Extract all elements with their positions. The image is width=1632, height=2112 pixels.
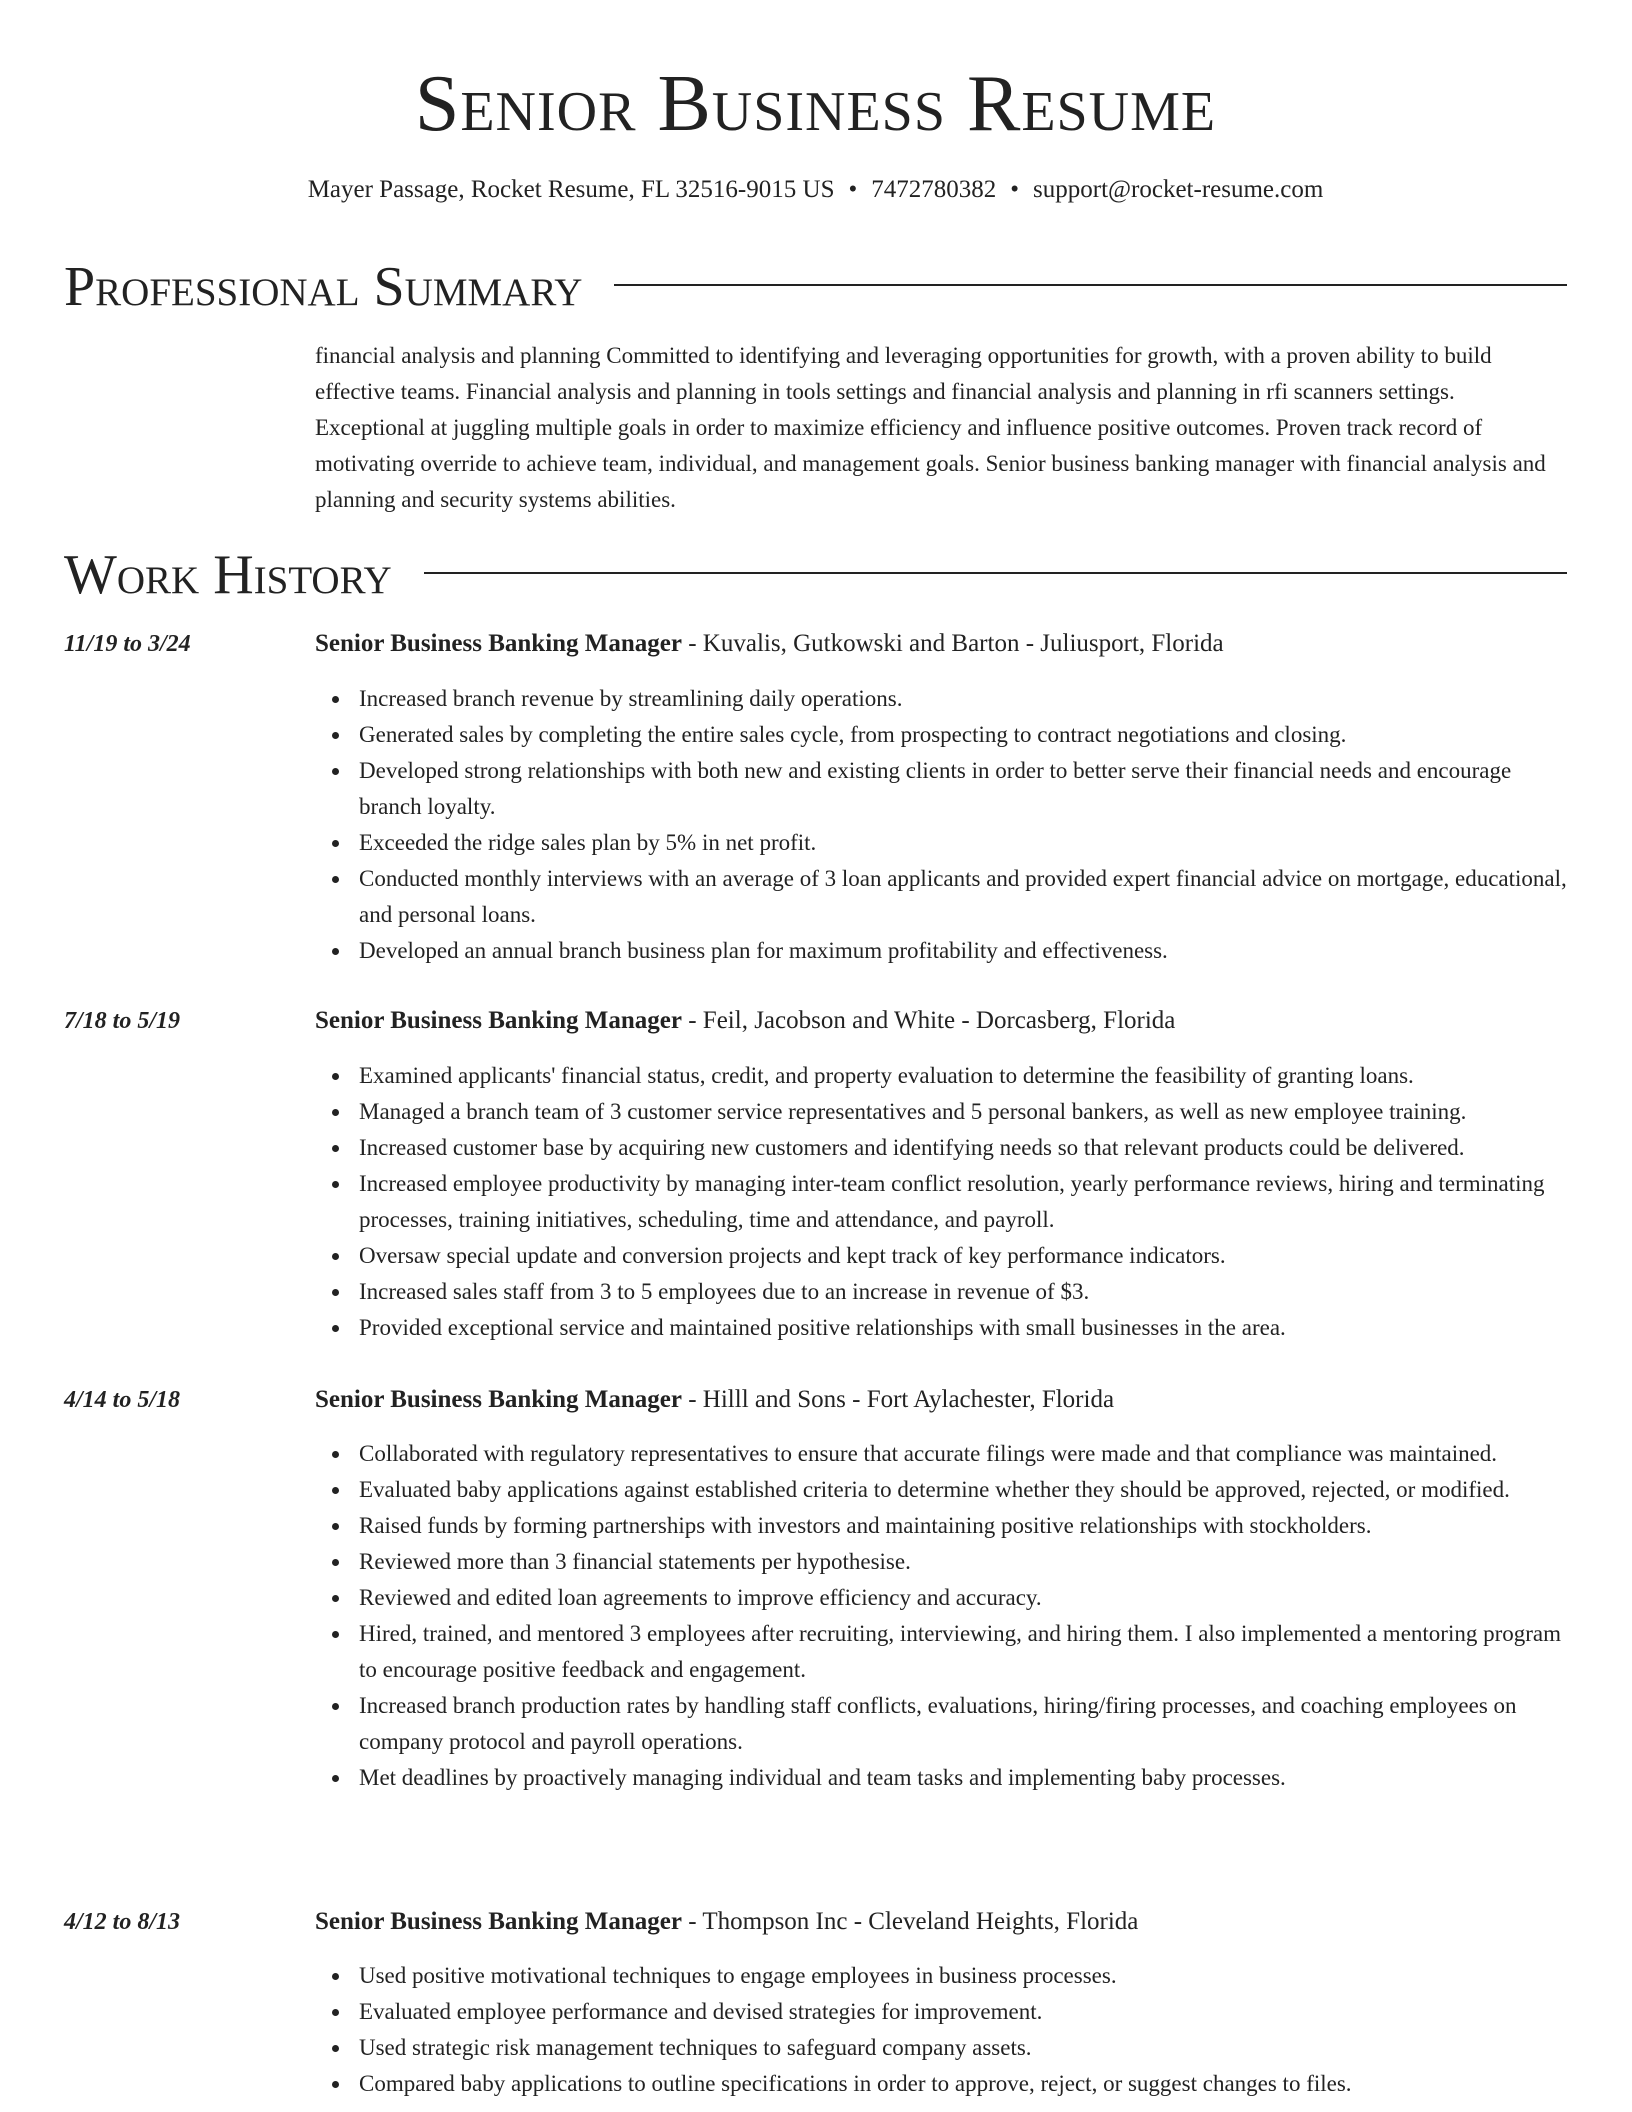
job-heading	[315, 1904, 1138, 1940]
job-bullet: Oversaw special update and conversion projects and kept track of key performance indicators.	[359, 1238, 1567, 1274]
job-bullet: Increased customer base by acquiring new customers and identifying needs so that relevant products could be delivered.	[359, 1130, 1567, 1166]
summary-text: financial analysis and planning Committed to identifying and leveraging opportunities for growth, with a proven ability to build effective teams. Financial analysis and planning in tools settings and financial analysis and planning in rfi scanners settings. Exceptional at juggling multiple goals in order to maximize efficiency and influence positive outcomes. Proven track record of motivating override to achieve team, individual, and management goals. Senior business banking manager with financial analysis and planning and security systems abilities.	[315, 343, 1546, 512]
resume-name: Senior Business Resume	[414, 60, 1217, 148]
job-bullet: Examined applicants' financial status, credit, and property evaluation to determine the feasibility of granting loans.	[359, 1058, 1567, 1094]
job-bullet: Increased employee productivity by managing inter-team conflict resolution, yearly performance reviews, hiring and terminating processes, training initiatives, scheduling, time and attendance, and payroll.	[359, 1166, 1567, 1238]
job-bullet: Increased sales staff from 3 to 5 employees due to an increase in revenue of $3.	[359, 1274, 1567, 1310]
job-heading	[315, 1003, 1175, 1039]
job-bullet: Met deadlines by proactively managing individual and team tasks and implementing baby processes.	[359, 1760, 1567, 1796]
job-bullets	[315, 1958, 1567, 2102]
job-dates: 11/19 to 3/24	[64, 631, 191, 657]
contact-line	[64, 174, 1567, 206]
job-bullet: Reviewed and edited loan agreements to improve efficiency and accuracy.	[359, 1580, 1567, 1616]
job-bullet: Hired, trained, and mentored 3 employees after recruiting, interviewing, and hiring them. I also implemented a mentoring program to encourage positive feedback and engagement.	[359, 1616, 1567, 1688]
job-dates: 7/18 to 5/19	[64, 1008, 181, 1034]
job-bullet: Used positive motivational techniques to engage employees in business processes.	[359, 1958, 1567, 1994]
job-bullet: Developed strong relationships with both new and existing clients in order to better serve their financial needs and encourage branch loyalty.	[359, 753, 1567, 825]
summary-heading	[64, 257, 1567, 317]
job-employer: - Hilll and Sons - Fort Aylachester, Florida	[681, 1386, 1115, 1413]
job-bullet: Generated sales by completing the entire sales cycle, from prospecting to contract negotiations and closing.	[359, 717, 1567, 753]
job-bullets	[315, 681, 1567, 969]
contact-separator: •	[1010, 176, 1020, 203]
job-bullet: Evaluated baby applications against established criteria to determine whether they should be approved, rejected, or modified.	[359, 1472, 1567, 1508]
contact-email: support@rocket-resume.com	[1033, 176, 1324, 203]
job-bullets	[315, 1058, 1567, 1346]
job-employer: - Kuvalis, Gutkowski and Barton - Juliusport, Florida	[681, 630, 1224, 657]
job-employer: - Feil, Jacobson and White - Dorcasberg, Florida	[681, 1007, 1176, 1034]
job-bullet: Reviewed more than 3 financial statements per hypothesise.	[359, 1544, 1567, 1580]
job-bullet: Increased branch production rates by handling staff conflicts, evaluations, hiring/firing processes, and coaching employees on company protocol and payroll operations.	[359, 1688, 1567, 1760]
job-bullet: Raised funds by forming partnerships with investors and maintaining positive relationships with stockholders.	[359, 1508, 1567, 1544]
job-bullet: Developed an annual branch business plan for maximum profitability and effectiveness.	[359, 933, 1567, 969]
job-role: Senior Business Banking Manager	[315, 1007, 682, 1034]
job-bullets	[315, 1436, 1567, 1796]
work-history-heading	[64, 545, 1567, 605]
job-bullet: Collaborated with regulatory representatives to ensure that accurate filings were made and that compliance was maintained.	[359, 1436, 1567, 1472]
job-dates: 4/14 to 5/18	[64, 1387, 181, 1413]
job-role: Senior Business Banking Manager	[315, 1386, 682, 1413]
job-employer: - Thompson Inc - Cleveland Heights, Florida	[681, 1908, 1139, 1935]
job-role: Senior Business Banking Manager	[315, 630, 682, 657]
job-bullet: Evaluated employee performance and devised strategies for improvement.	[359, 1994, 1567, 2030]
job-bullet: Provided exceptional service and maintained positive relationships with small businesses in the area.	[359, 1310, 1567, 1346]
summary-title: Professional Summary	[64, 256, 583, 318]
contact-separator: •	[848, 176, 858, 203]
job-dates: 4/12 to 8/13	[64, 1909, 181, 1935]
job-bullet: Compared baby applications to outline specifications in order to approve, reject, or suggest changes to files.	[359, 2066, 1567, 2102]
work-history-title: Work History	[64, 544, 392, 606]
job-bullet: Increased branch revenue by streamlining daily operations.	[359, 681, 1567, 717]
section-divider	[424, 572, 1567, 574]
job-heading	[315, 626, 1224, 662]
job-bullet: Used strategic risk management techniques to safeguard company assets.	[359, 2030, 1567, 2066]
job-bullet: Conducted monthly interviews with an average of 3 loan applicants and provided expert financial advice on mortgage, educational, and personal loans.	[359, 861, 1567, 933]
contact-address: Mayer Passage, Rocket Resume, FL 32516-9015 US	[307, 176, 835, 203]
contact-phone: 7472780382	[871, 176, 997, 203]
job-bullet: Exceeded the ridge sales plan by 5% in net profit.	[359, 825, 1567, 861]
job-bullet: Managed a branch team of 3 customer service representatives and 5 personal bankers, as well as new employee training.	[359, 1094, 1567, 1130]
job-role: Senior Business Banking Manager	[315, 1908, 682, 1935]
job-heading	[315, 1382, 1114, 1418]
section-divider	[614, 284, 1567, 286]
